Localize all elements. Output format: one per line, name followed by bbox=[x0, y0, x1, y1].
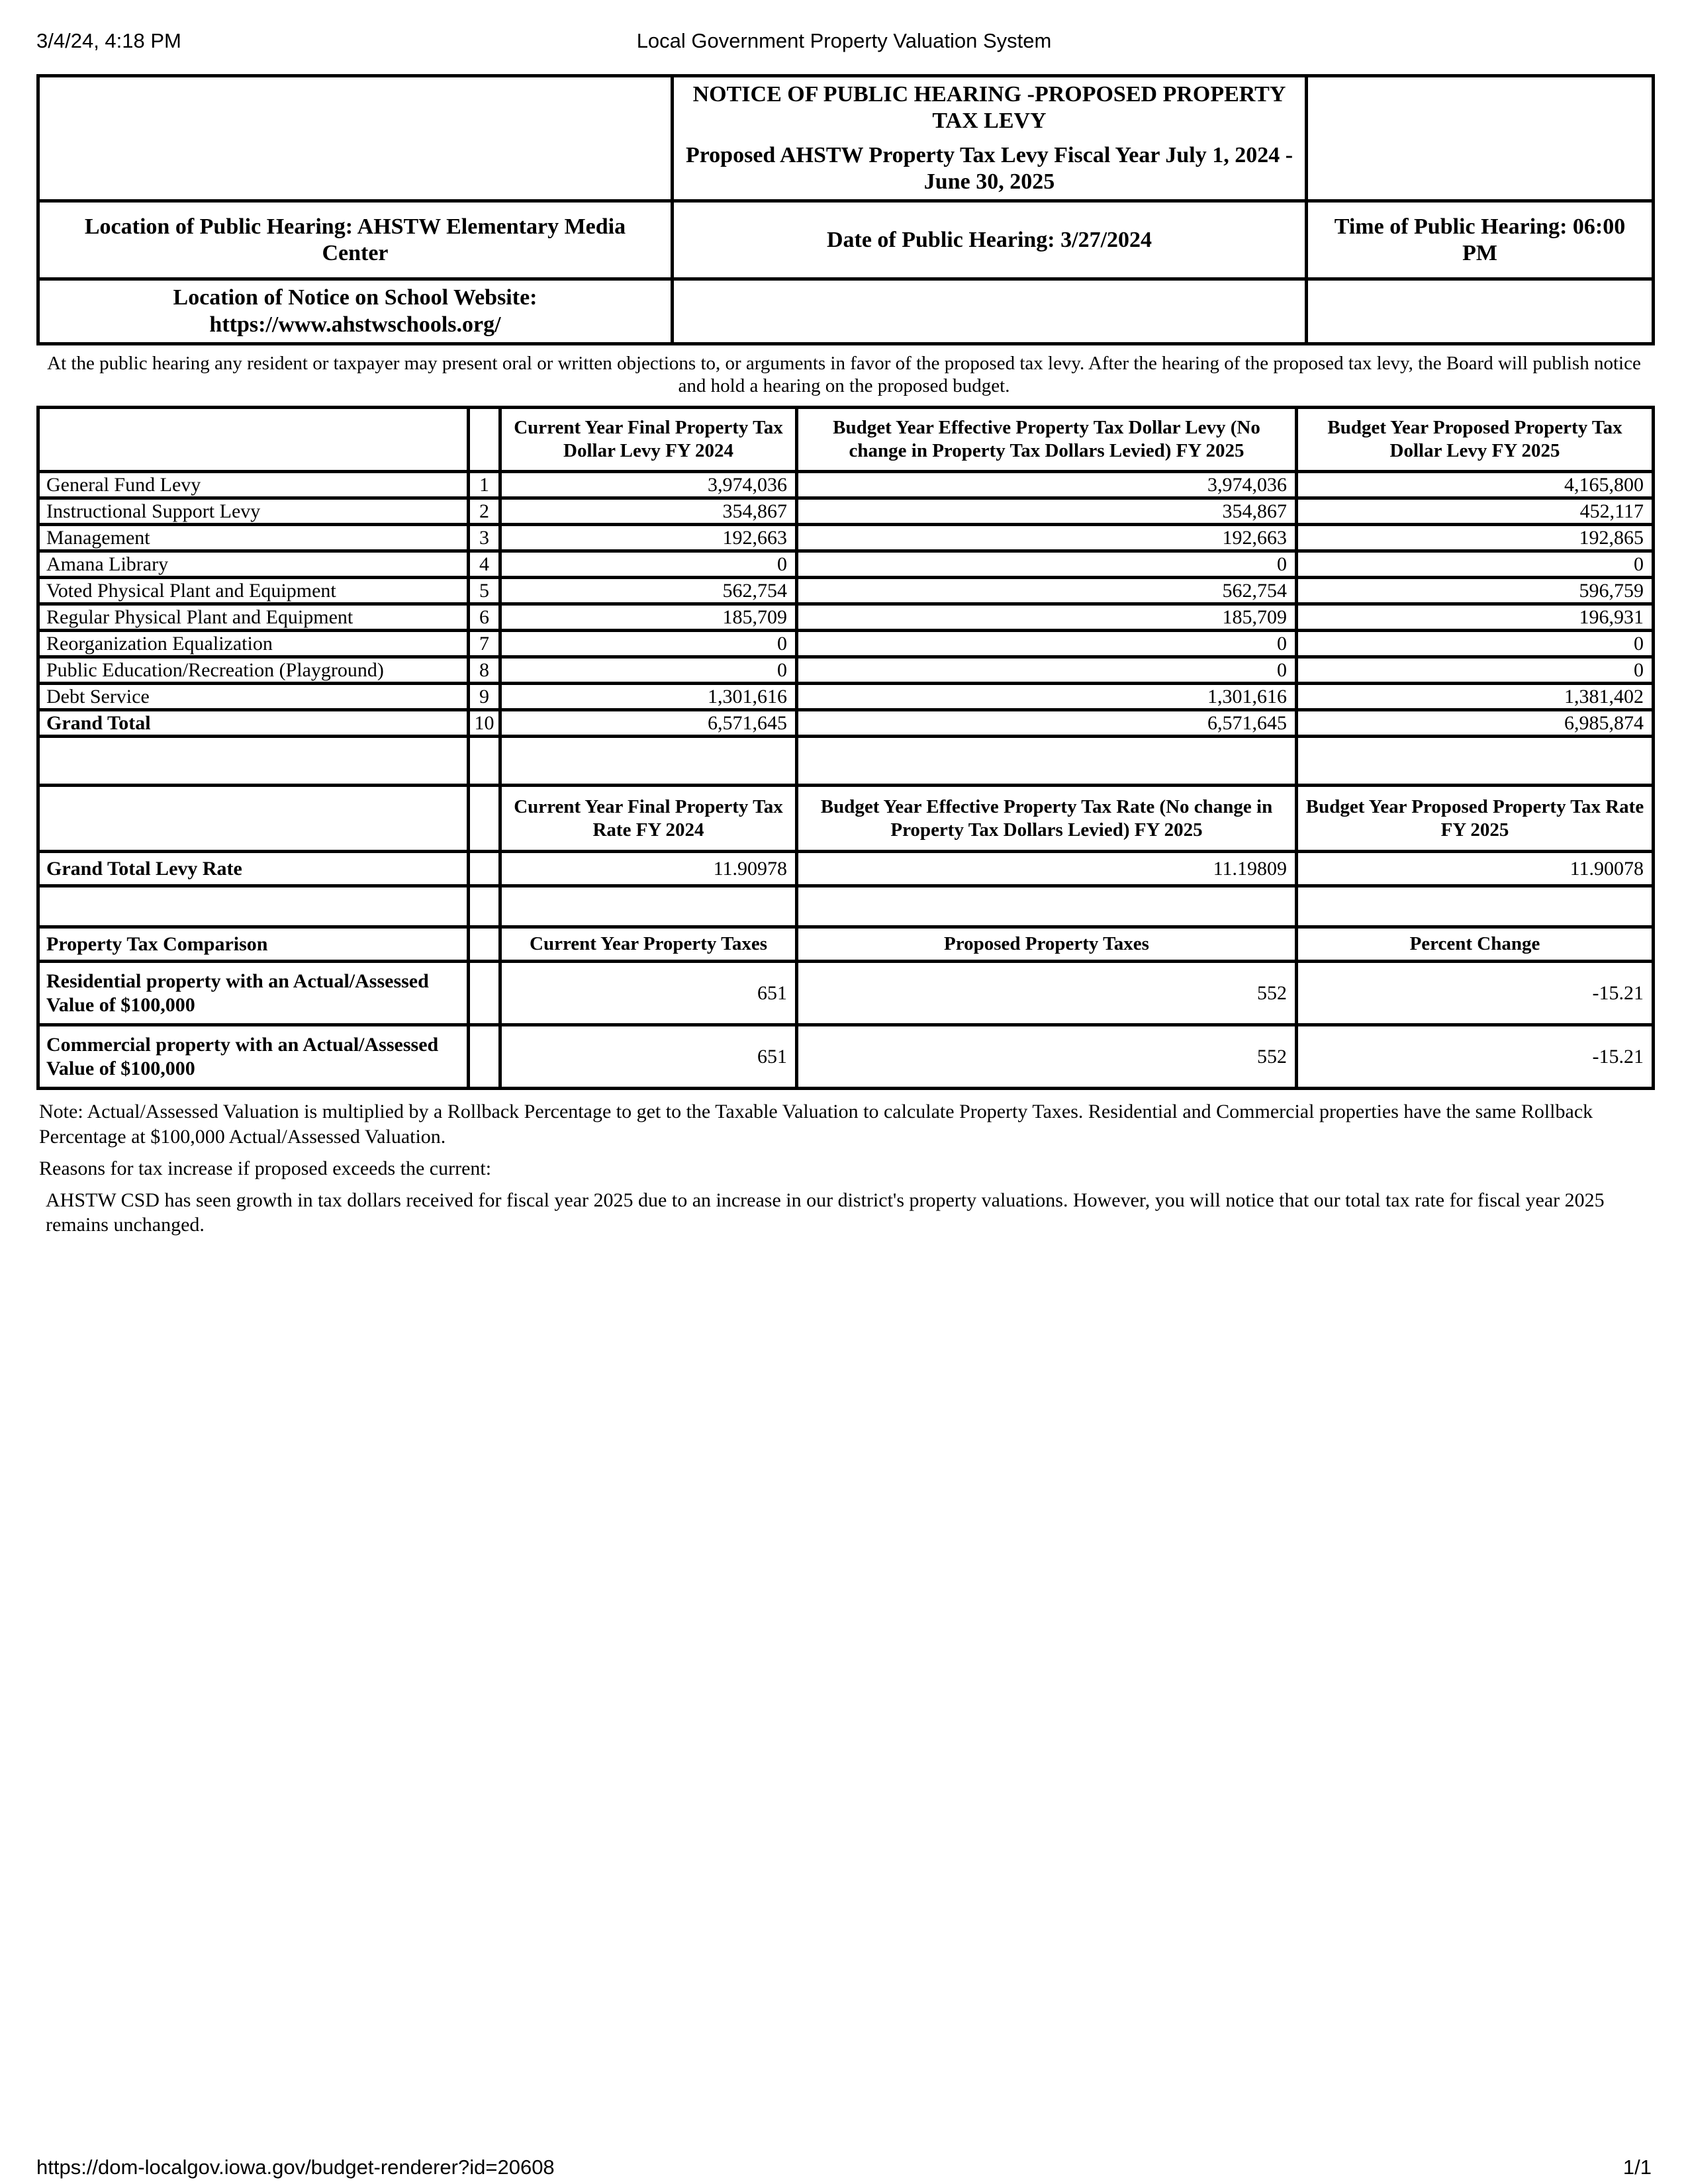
empty-cell bbox=[500, 737, 797, 786]
reasons-label: Reasons for tax increase if proposed exceeds the current: bbox=[39, 1157, 492, 1179]
col-header-effective-rate: Budget Year Effective Property Tax Rate (No change in Property Tax Dollars Levied) FY 2025 bbox=[797, 786, 1297, 852]
grand-total-row bbox=[38, 710, 1654, 737]
comparison-change: -15.21 bbox=[1297, 962, 1654, 1025]
levy-row-current: 0 bbox=[500, 551, 797, 578]
print-header bbox=[36, 30, 1652, 52]
levy-row-proposed: 196,931 bbox=[1297, 604, 1654, 631]
reasons-text: AHSTW CSD has seen growth in tax dollars received for fiscal year 2025 due to an increase in our district's property valuations. However, you will notice that our total tax rate for fiscal year 2025 remains unchanged. bbox=[46, 1189, 1605, 1236]
empty-cell bbox=[469, 927, 500, 962]
hearing-date: Date of Public Hearing: 3/27/2024 bbox=[673, 201, 1307, 279]
hearing-location: Location of Public Hearing: AHSTW Elementary Media Center bbox=[38, 201, 673, 279]
table-row bbox=[38, 76, 1654, 201]
notice-title-cell bbox=[673, 76, 1307, 201]
col-header-current-taxes: Current Year Property Taxes bbox=[500, 927, 797, 962]
grand-total-levy-rate-row bbox=[38, 852, 1654, 886]
comparison-proposed: 552 bbox=[797, 1025, 1297, 1089]
col-header-current-rate: Current Year Final Property Tax Rate FY 2024 bbox=[500, 786, 797, 852]
empty-cell bbox=[469, 886, 500, 927]
notice-subtitle: Proposed AHSTW Property Tax Levy Fiscal Year July 1, 2024 - June 30, 2025 bbox=[685, 143, 1293, 195]
empty-cell bbox=[797, 886, 1297, 927]
rate-effective: 11.19809 bbox=[797, 852, 1297, 886]
empty-cell bbox=[469, 737, 500, 786]
levy-row-current: 0 bbox=[500, 631, 797, 657]
empty-cell bbox=[38, 786, 469, 852]
col-header-proposed-dollar: Budget Year Proposed Property Tax Dollar Levy FY 2025 bbox=[1297, 408, 1654, 472]
levy-row-num: 2 bbox=[469, 498, 500, 525]
empty-cell bbox=[38, 76, 673, 201]
levy-row-label: Instructional Support Levy bbox=[38, 498, 469, 525]
empty-cell bbox=[500, 886, 797, 927]
empty-cell bbox=[1297, 737, 1654, 786]
empty-cell bbox=[38, 886, 469, 927]
comparison-change: -15.21 bbox=[1297, 1025, 1654, 1089]
levy-row-label: Debt Service bbox=[38, 684, 469, 710]
table-row bbox=[38, 498, 1654, 525]
levy-row-num: 7 bbox=[469, 631, 500, 657]
spacer-row bbox=[38, 886, 1654, 927]
rate-current: 11.90978 bbox=[500, 852, 797, 886]
comparison-current: 651 bbox=[500, 962, 797, 1025]
levy-row-num: 10 bbox=[469, 710, 500, 737]
rate-header-row bbox=[38, 786, 1654, 852]
commercial-comparison-row bbox=[38, 1025, 1654, 1089]
notice-website: Location of Notice on School Website: https://www.ahstwschools.org/ bbox=[38, 279, 673, 343]
levy-row-num: 3 bbox=[469, 525, 500, 551]
notice-header-table bbox=[36, 74, 1655, 345]
hearing-time: Time of Public Hearing: 06:00 PM bbox=[1307, 201, 1654, 279]
levy-row-proposed: 4,165,800 bbox=[1297, 472, 1654, 498]
levy-row-effective: 185,709 bbox=[797, 604, 1297, 631]
levy-row-effective: 354,867 bbox=[797, 498, 1297, 525]
notice-title: NOTICE OF PUBLIC HEARING -PROPOSED PROPERTY TAX LEVY bbox=[692, 82, 1286, 134]
empty-cell bbox=[469, 786, 500, 852]
levy-row-current: 192,663 bbox=[500, 525, 797, 551]
col-header-proposed-taxes: Proposed Property Taxes bbox=[797, 927, 1297, 962]
levy-row-proposed: 0 bbox=[1297, 657, 1654, 684]
levy-row-effective: 6,571,645 bbox=[797, 710, 1297, 737]
levy-row-current: 1,301,616 bbox=[500, 684, 797, 710]
col-header-current-dollar: Current Year Final Property Tax Dollar Levy FY 2024 bbox=[500, 408, 797, 472]
empty-cell bbox=[1297, 886, 1654, 927]
empty-cell bbox=[1307, 279, 1654, 343]
levy-row-effective: 1,301,616 bbox=[797, 684, 1297, 710]
col-header-proposed-rate: Budget Year Proposed Property Tax Rate FY 2025 bbox=[1297, 786, 1654, 852]
levy-row-effective: 0 bbox=[797, 657, 1297, 684]
empty-cell bbox=[469, 1025, 500, 1089]
levy-row-label: Amana Library bbox=[38, 551, 469, 578]
empty-cell bbox=[469, 408, 500, 472]
empty-cell bbox=[1307, 76, 1654, 201]
empty-cell bbox=[38, 737, 469, 786]
levy-row-proposed: 6,985,874 bbox=[1297, 710, 1654, 737]
table-row bbox=[38, 472, 1654, 498]
levy-row-proposed: 0 bbox=[1297, 551, 1654, 578]
table-row bbox=[38, 551, 1654, 578]
document-content bbox=[36, 74, 1652, 1244]
levy-row-num: 4 bbox=[469, 551, 500, 578]
levy-row-label: Voted Physical Plant and Equipment bbox=[38, 578, 469, 604]
levy-row-current: 354,867 bbox=[500, 498, 797, 525]
levy-row-current: 0 bbox=[500, 657, 797, 684]
levy-row-proposed: 1,381,402 bbox=[1297, 684, 1654, 710]
spacer-row bbox=[38, 737, 1654, 786]
levy-row-num: 1 bbox=[469, 472, 500, 498]
comparison-title: Property Tax Comparison bbox=[38, 927, 469, 962]
comparison-row-label: Residential property with an Actual/Assessed Value of $100,000 bbox=[38, 962, 469, 1025]
comparison-current: 651 bbox=[500, 1025, 797, 1089]
comparison-proposed: 552 bbox=[797, 962, 1297, 1025]
table-row bbox=[38, 657, 1654, 684]
table-row bbox=[38, 279, 1654, 343]
rollback-note: Note: Actual/Assessed Valuation is multiplied by a Rollback Percentage to get to the Taxable Valuation to calculate Property Taxes. Residential and Commercial properties have the same Rollback Percentage at $100,000 Actual/Assessed Valuation. bbox=[39, 1101, 1593, 1148]
levy-row-label: Grand Total bbox=[38, 710, 469, 737]
levy-row-effective: 0 bbox=[797, 631, 1297, 657]
levy-row-label: Management bbox=[38, 525, 469, 551]
levy-row-proposed: 192,865 bbox=[1297, 525, 1654, 551]
levy-row-proposed: 452,117 bbox=[1297, 498, 1654, 525]
rate-row-label: Grand Total Levy Rate bbox=[38, 852, 469, 886]
empty-cell bbox=[469, 852, 500, 886]
levy-row-proposed: 0 bbox=[1297, 631, 1654, 657]
residential-comparison-row bbox=[38, 962, 1654, 1025]
rate-proposed: 11.90078 bbox=[1297, 852, 1654, 886]
levy-row-proposed: 596,759 bbox=[1297, 578, 1654, 604]
comparison-header-row bbox=[38, 927, 1654, 962]
table-row bbox=[38, 631, 1654, 657]
empty-cell bbox=[469, 962, 500, 1025]
footer-url: https://dom-localgov.iowa.gov/budget-renderer?id=20608 bbox=[36, 2156, 555, 2179]
col-header-percent-change: Percent Change bbox=[1297, 927, 1654, 962]
footer-page-number: 1/1 bbox=[1622, 2156, 1652, 2179]
table-row bbox=[38, 201, 1654, 279]
levy-row-current: 185,709 bbox=[500, 604, 797, 631]
comparison-row-label: Commercial property with an Actual/Assessed Value of $100,000 bbox=[38, 1025, 469, 1089]
print-datetime: 3/4/24, 4:18 PM bbox=[36, 29, 181, 52]
levy-row-effective: 562,754 bbox=[797, 578, 1297, 604]
levy-table bbox=[36, 406, 1655, 1090]
levy-row-label: Public Education/Recreation (Playground) bbox=[38, 657, 469, 684]
levy-row-label: General Fund Levy bbox=[38, 472, 469, 498]
hearing-intro-paragraph: At the public hearing any resident or taxpayer may present oral or written objections to, or arguments in favor of the proposed tax levy. After the hearing of the proposed tax levy, the Board will publish notice and hold a hearing on the proposed budget. bbox=[47, 352, 1641, 397]
levy-row-effective: 3,974,036 bbox=[797, 472, 1297, 498]
col-header-effective-dollar: Budget Year Effective Property Tax Dollar Levy (No change in Property Tax Dollars Levied) FY 2025 bbox=[797, 408, 1297, 472]
levy-row-label: Reorganization Equalization bbox=[38, 631, 469, 657]
levy-row-label: Regular Physical Plant and Equipment bbox=[38, 604, 469, 631]
table-row bbox=[38, 684, 1654, 710]
levy-dollar-header-row bbox=[38, 408, 1654, 472]
empty-cell bbox=[797, 737, 1297, 786]
page-title: Local Government Property Valuation System bbox=[636, 29, 1052, 52]
levy-row-effective: 0 bbox=[797, 551, 1297, 578]
levy-row-effective: 192,663 bbox=[797, 525, 1297, 551]
levy-row-current: 3,974,036 bbox=[500, 472, 797, 498]
table-row bbox=[38, 525, 1654, 551]
levy-row-current: 6,571,645 bbox=[500, 710, 797, 737]
table-row bbox=[38, 604, 1654, 631]
levy-row-num: 8 bbox=[469, 657, 500, 684]
notes-section bbox=[36, 1099, 1652, 1238]
empty-cell bbox=[38, 408, 469, 472]
levy-row-num: 6 bbox=[469, 604, 500, 631]
levy-row-num: 5 bbox=[469, 578, 500, 604]
levy-row-num: 9 bbox=[469, 684, 500, 710]
table-row bbox=[38, 578, 1654, 604]
levy-row-current: 562,754 bbox=[500, 578, 797, 604]
empty-cell bbox=[673, 279, 1307, 343]
